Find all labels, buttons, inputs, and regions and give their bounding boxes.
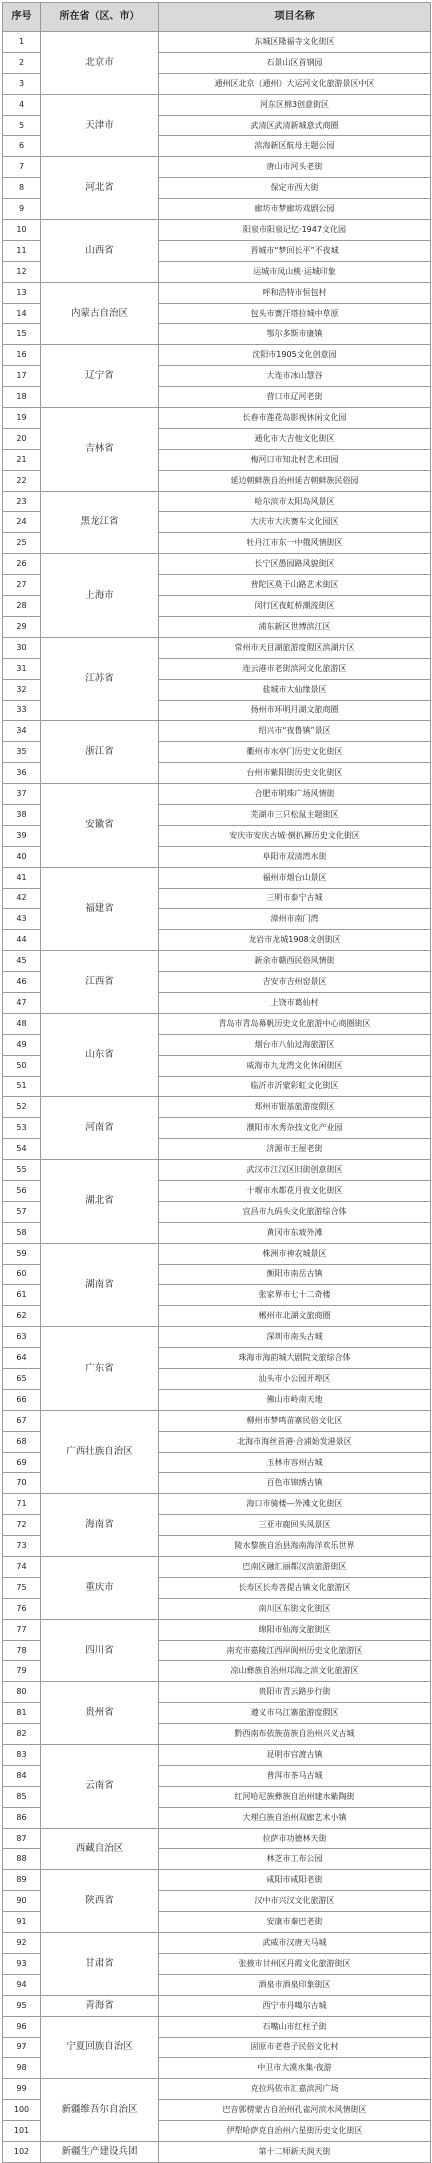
row-number: 61	[3, 1285, 41, 1306]
row-number: 19	[3, 408, 41, 429]
project-name-cell: 巴南区融汇丽都汉滨旅游街区	[159, 1557, 431, 1578]
row-number: 48	[3, 1013, 41, 1034]
project-name-cell: 鄂尔多斯市康镇	[159, 324, 431, 345]
row-number: 21	[3, 449, 41, 470]
project-name-cell: 南充市嘉陵江西岸阆州历史文化旅游区	[159, 1640, 431, 1661]
row-number: 79	[3, 1661, 41, 1682]
table-row	[3, 2016, 431, 2037]
project-name-cell: 郴州市北湖文旅商圈	[159, 1306, 431, 1327]
project-name-cell: 濮阳市水秀杂技文化产业园	[159, 1118, 431, 1139]
project-name-cell: 凉山彝族自治州邛海之滨文化旅游区	[159, 1661, 431, 1682]
row-number: 55	[3, 1160, 41, 1181]
table-row	[3, 784, 431, 805]
project-name-cell: 保定市西大街	[159, 178, 431, 199]
row-number: 51	[3, 1076, 41, 1097]
project-name-cell: 武汉市江汉区旧街创意街区	[159, 1160, 431, 1181]
project-name-cell: 伊犁哈萨克自治州六星街历史文化街区	[159, 2121, 431, 2142]
row-number: 102	[3, 2141, 41, 2162]
project-name-cell: 扬州市环明月湖文旅商圈	[159, 700, 431, 721]
table-row	[3, 282, 431, 303]
province-cell: 海南省	[41, 1494, 159, 1557]
row-number: 98	[3, 2058, 41, 2079]
table-row	[3, 721, 431, 742]
row-number: 64	[3, 1348, 41, 1369]
row-number: 30	[3, 637, 41, 658]
row-number: 63	[3, 1327, 41, 1348]
row-number: 17	[3, 366, 41, 387]
project-name-cell: 大庆市大庆赛车文化园区	[159, 512, 431, 533]
project-name-cell: 梅河口市知北村艺术田园	[159, 449, 431, 470]
province-cell: 河南省	[41, 1097, 159, 1160]
row-number: 90	[3, 1891, 41, 1912]
row-number: 80	[3, 1682, 41, 1703]
row-number: 10	[3, 220, 41, 241]
row-number: 43	[3, 909, 41, 930]
project-name-cell: 衡阳市南岳古镇	[159, 1264, 431, 1285]
project-name-cell: 绵阳市仙海文旅街区	[159, 1619, 431, 1640]
table-row	[3, 1494, 431, 1515]
row-number: 73	[3, 1536, 41, 1557]
project-name-cell: 石嘴山市红柱子街	[159, 2016, 431, 2037]
row-number: 32	[3, 679, 41, 700]
row-number: 59	[3, 1243, 41, 1264]
row-number: 74	[3, 1557, 41, 1578]
row-number: 34	[3, 721, 41, 742]
row-number: 36	[3, 763, 41, 784]
row-number: 92	[3, 1933, 41, 1954]
row-number: 86	[3, 1807, 41, 1828]
project-name-cell: 玉林市容州古城	[159, 1452, 431, 1473]
row-number: 68	[3, 1431, 41, 1452]
province-cell: 新疆维吾尔自治区	[41, 2079, 159, 2142]
project-name-cell: 普洱市茶马古城	[159, 1765, 431, 1786]
project-name-cell: 合肥市明珠广场风情街	[159, 784, 431, 805]
project-name-cell: 武清区武清新城意式商圈	[159, 115, 431, 136]
table-row	[3, 1097, 431, 1118]
project-name-cell: 烟台市八仙过海旅游区	[159, 1034, 431, 1055]
project-name-cell: 汉中市兴汉文化旅游区	[159, 1891, 431, 1912]
province-cell: 北京市	[41, 32, 159, 95]
row-number: 72	[3, 1515, 41, 1536]
project-name-cell: 百色市锦绣古镇	[159, 1473, 431, 1494]
project-name-cell: 安康市秦巴老街	[159, 1912, 431, 1933]
project-name-cell: 吉安市吉州窑景区	[159, 972, 431, 993]
project-name-cell: 北海市海丝首港·合浦始发港景区	[159, 1431, 431, 1452]
row-number: 33	[3, 700, 41, 721]
project-name-cell: 汕头市小公园开埠区	[159, 1369, 431, 1390]
row-number: 12	[3, 261, 41, 282]
row-number: 23	[3, 491, 41, 512]
row-number: 46	[3, 972, 41, 993]
project-name-cell: 佛山市岭南天地	[159, 1389, 431, 1410]
project-name-cell: 临沂市沂蒙彩虹文化街区	[159, 1076, 431, 1097]
project-name-cell: 衢州市水亭门历史文化街区	[159, 742, 431, 763]
project-name-cell: 新余市赣西民俗风情街	[159, 951, 431, 972]
project-name-cell: 连云港市老街滨河文化旅游区	[159, 658, 431, 679]
project-name-cell: 长宁区愚园路风貌街区	[159, 554, 431, 575]
project-name-cell: 酒泉市酒泉印象街区	[159, 1974, 431, 1995]
table-row	[3, 1619, 431, 1640]
project-name-cell: 通化市大吉他文化街区	[159, 428, 431, 449]
project-name-cell: 第十二师新天润天街	[159, 2141, 431, 2162]
project-name-cell: 闵行区夜虹桥潮流街区	[159, 596, 431, 617]
row-number: 6	[3, 136, 41, 157]
province-cell: 青海省	[41, 1995, 159, 2016]
row-number: 49	[3, 1034, 41, 1055]
row-number: 42	[3, 888, 41, 909]
row-number: 95	[3, 1995, 41, 2016]
row-number: 37	[3, 784, 41, 805]
project-name-cell: 昆明市官渡古镇	[159, 1745, 431, 1766]
row-number: 54	[3, 1139, 41, 1160]
row-number: 26	[3, 554, 41, 575]
province-cell: 重庆市	[41, 1557, 159, 1620]
project-name-cell: 大连市冰山慧谷	[159, 366, 431, 387]
row-number: 97	[3, 2037, 41, 2058]
row-number: 40	[3, 846, 41, 867]
row-number: 39	[3, 825, 41, 846]
project-table	[2, 2, 431, 2163]
province-cell: 江苏省	[41, 637, 159, 721]
row-number: 16	[3, 345, 41, 366]
province-cell: 贵州省	[41, 1682, 159, 1745]
row-number: 58	[3, 1222, 41, 1243]
row-number: 60	[3, 1264, 41, 1285]
project-name-cell: 沈阳市1905文化创意园	[159, 345, 431, 366]
project-name-cell: 包头市赛汗塔拉城中草原	[159, 303, 431, 324]
province-cell: 福建省	[41, 867, 159, 951]
row-number: 94	[3, 1974, 41, 1995]
project-name-cell: 河东区棉3创意街区	[159, 94, 431, 115]
project-name-cell: 阳泉市阳泉记忆·1947文化园	[159, 220, 431, 241]
project-name-cell: 株洲市神农城景区	[159, 1243, 431, 1264]
table-row	[3, 94, 431, 115]
table-row	[3, 1828, 431, 1849]
project-name-cell: 大理白族自治州双廊艺术小镇	[159, 1807, 431, 1828]
row-number: 96	[3, 2016, 41, 2037]
row-number: 76	[3, 1598, 41, 1619]
row-number: 65	[3, 1369, 41, 1390]
province-cell: 广东省	[41, 1327, 159, 1411]
project-name-cell: 中卫市大漠水集·夜游	[159, 2058, 431, 2079]
province-cell: 江西省	[41, 951, 159, 1014]
table-row	[3, 1160, 431, 1181]
row-number: 27	[3, 575, 41, 596]
row-number: 69	[3, 1452, 41, 1473]
province-cell: 吉林省	[41, 408, 159, 492]
project-name-cell: 三明市泰宁古城	[159, 888, 431, 909]
row-number: 77	[3, 1619, 41, 1640]
row-number: 38	[3, 804, 41, 825]
row-number: 99	[3, 2079, 41, 2100]
row-number: 88	[3, 1849, 41, 1870]
project-name-cell: 张掖市甘州区丹霞文化旅游街区	[159, 1953, 431, 1974]
table-row	[3, 637, 431, 658]
project-name-cell: 绍兴市“夜鲁镇”景区	[159, 721, 431, 742]
project-name-cell: 十堰市水都花月夜文化街区	[159, 1180, 431, 1201]
table-row	[3, 867, 431, 888]
province-cell: 内蒙古自治区	[41, 282, 159, 345]
row-number: 84	[3, 1765, 41, 1786]
project-name-cell: 青岛市青岛幕帆历史文化旅游中心商圈街区	[159, 1013, 431, 1034]
project-name-cell: 廊坊市梦廊坊戏剧公园	[159, 199, 431, 220]
project-name-cell: 福州市烟台山景区	[159, 867, 431, 888]
table-row	[3, 1410, 431, 1431]
project-name-cell: 长春市莲花岛影视休闲文化园	[159, 408, 431, 429]
table-row	[3, 1243, 431, 1264]
row-number: 101	[3, 2121, 41, 2142]
province-cell: 山东省	[41, 1013, 159, 1097]
row-number: 56	[3, 1180, 41, 1201]
province-cell: 四川省	[41, 1619, 159, 1682]
row-number: 78	[3, 1640, 41, 1661]
header-name: 项目名称	[159, 3, 431, 32]
project-name-cell: 深圳市南头古城	[159, 1327, 431, 1348]
province-cell: 陕西省	[41, 1870, 159, 1933]
row-number: 45	[3, 951, 41, 972]
row-number: 22	[3, 470, 41, 491]
province-cell: 湖北省	[41, 1160, 159, 1244]
table-row	[3, 1327, 431, 1348]
project-name-cell: 台州市紫阳街历史文化街区	[159, 763, 431, 784]
row-number: 20	[3, 428, 41, 449]
row-number: 25	[3, 533, 41, 554]
project-name-cell: 通州区北京（通州）大运河文化旅游景区中区	[159, 73, 431, 94]
row-number: 31	[3, 658, 41, 679]
row-number: 87	[3, 1828, 41, 1849]
row-number: 93	[3, 1953, 41, 1974]
row-number: 1	[3, 32, 41, 53]
table-row	[3, 157, 431, 178]
project-name-cell: 陵水黎族自治县海南海洋欢乐世界	[159, 1536, 431, 1557]
project-name-cell: 咸阳市咸阳老街	[159, 1870, 431, 1891]
row-number: 67	[3, 1410, 41, 1431]
project-name-cell: 三亚市鹿回头风景区	[159, 1515, 431, 1536]
table-row	[3, 2141, 431, 2162]
project-name-cell: 运城市凤山桃·运城印象	[159, 261, 431, 282]
project-name-cell: 呼和浩特市恒包村	[159, 282, 431, 303]
project-name-cell: 常州市天目湖旅游度假区滨湖片区	[159, 637, 431, 658]
row-number: 44	[3, 930, 41, 951]
project-name-cell: 长寿区长寿菩提古镇文化旅游区	[159, 1577, 431, 1598]
row-number: 14	[3, 303, 41, 324]
row-number: 24	[3, 512, 41, 533]
row-number: 91	[3, 1912, 41, 1933]
project-name-cell: 东城区隆福寺文化街区	[159, 32, 431, 53]
table-row	[3, 1933, 431, 1954]
project-name-cell: 普陀区莫干山路艺术街区	[159, 575, 431, 596]
row-number: 41	[3, 867, 41, 888]
province-cell: 浙江省	[41, 721, 159, 784]
project-name-cell: 威海市九龙湾文化休闲街区	[159, 1055, 431, 1076]
row-number: 89	[3, 1870, 41, 1891]
project-name-cell: 贵阳市青云路步行街	[159, 1682, 431, 1703]
table-header-row	[3, 3, 431, 32]
table-row	[3, 32, 431, 53]
project-name-cell: 龙岩市龙城1908文创街区	[159, 930, 431, 951]
row-number: 62	[3, 1306, 41, 1327]
header-province: 所在省（区、市）	[41, 3, 159, 32]
project-name-cell: 延边朝鲜族自治州延吉朝鲜族民俗园	[159, 470, 431, 491]
row-number: 70	[3, 1473, 41, 1494]
province-cell: 辽宁省	[41, 345, 159, 408]
province-cell: 安徽省	[41, 784, 159, 868]
table-row	[3, 408, 431, 429]
row-number: 8	[3, 178, 41, 199]
row-number: 82	[3, 1724, 41, 1745]
table-row	[3, 491, 431, 512]
province-cell: 山西省	[41, 220, 159, 283]
project-name-cell: 唐山市河头老街	[159, 157, 431, 178]
header-no: 序号	[3, 3, 41, 32]
row-number: 15	[3, 324, 41, 345]
project-name-cell: 海口市骑楼—外滩文化街区	[159, 1494, 431, 1515]
project-name-cell: 石景山区首钢园	[159, 52, 431, 73]
row-number: 2	[3, 52, 41, 73]
province-cell: 河北省	[41, 157, 159, 220]
project-name-cell: 林芝市工布公园	[159, 1849, 431, 1870]
row-number: 18	[3, 387, 41, 408]
project-name-cell: 营口市辽河老街	[159, 387, 431, 408]
project-name-cell: 哈尔滨市太阳岛风景区	[159, 491, 431, 512]
table-row	[3, 220, 431, 241]
row-number: 66	[3, 1389, 41, 1410]
table-row	[3, 1870, 431, 1891]
project-name-cell: 珠海市海韵城大剧院文旅综合体	[159, 1348, 431, 1369]
province-cell: 甘肃省	[41, 1933, 159, 1996]
table-body	[3, 32, 431, 2163]
project-name-cell: 漳州市南门湾	[159, 909, 431, 930]
table-row	[3, 1995, 431, 2016]
province-cell: 黑龙江省	[41, 491, 159, 554]
project-name-cell: 巴音郭楞蒙古自治州孔雀河滨水风情街区	[159, 2100, 431, 2121]
row-number: 4	[3, 94, 41, 115]
province-cell: 云南省	[41, 1745, 159, 1829]
row-number: 83	[3, 1745, 41, 1766]
project-name-cell: 宜昌市九码头文化旅游综合体	[159, 1201, 431, 1222]
project-name-cell: 拉萨市功德林天街	[159, 1828, 431, 1849]
province-cell: 广西壮族自治区	[41, 1410, 159, 1494]
project-name-cell: 张家界市七十二奇楼	[159, 1285, 431, 1306]
table-row	[3, 2079, 431, 2100]
row-number: 57	[3, 1201, 41, 1222]
row-number: 11	[3, 240, 41, 261]
row-number: 100	[3, 2100, 41, 2121]
row-number: 13	[3, 282, 41, 303]
project-name-cell: 黄冈市东坡外滩	[159, 1222, 431, 1243]
project-name-cell: 上饶市葛仙村	[159, 992, 431, 1013]
table-row	[3, 1682, 431, 1703]
row-number: 9	[3, 199, 41, 220]
row-number: 29	[3, 616, 41, 637]
province-cell: 新疆生产建设兵团	[41, 2141, 159, 2162]
province-cell: 上海市	[41, 554, 159, 638]
province-cell: 宁夏回族自治区	[41, 2016, 159, 2079]
row-number: 81	[3, 1703, 41, 1724]
project-name-cell: 晋城市“梦回长平”不夜城	[159, 240, 431, 261]
project-name-cell: 武威市汉唐天马城	[159, 1933, 431, 1954]
project-name-cell: 滨海新区航母主题公园	[159, 136, 431, 157]
row-number: 71	[3, 1494, 41, 1515]
project-name-cell: 牡丹江市东一中俄风情街区	[159, 533, 431, 554]
row-number: 50	[3, 1055, 41, 1076]
table-row	[3, 1013, 431, 1034]
table-row	[3, 345, 431, 366]
project-name-cell: 济源市王屋老街	[159, 1139, 431, 1160]
project-name-cell: 红河哈尼族彝族自治州建水紫陶街	[159, 1786, 431, 1807]
row-number: 7	[3, 157, 41, 178]
table-row	[3, 1745, 431, 1766]
project-name-cell: 盐城市大仙缘景区	[159, 679, 431, 700]
project-name-cell: 黔西南布依族苗族自治州兴义古城	[159, 1724, 431, 1745]
row-number: 3	[3, 73, 41, 94]
project-name-cell: 柳州市梦鸣苗寨民俗文化区	[159, 1410, 431, 1431]
project-name-cell: 安庆市安庆古城·倒扒狮历史文化街区	[159, 825, 431, 846]
row-number: 52	[3, 1097, 41, 1118]
row-number: 85	[3, 1786, 41, 1807]
table-row	[3, 951, 431, 972]
province-cell: 天津市	[41, 94, 159, 157]
project-name-cell: 克拉玛依市汇嘉滨河广场	[159, 2079, 431, 2100]
table-row	[3, 554, 431, 575]
project-name-cell: 阜阳市双清湾水街	[159, 846, 431, 867]
table-row	[3, 1557, 431, 1578]
project-name-cell: 郑州市银基旅游度假区	[159, 1097, 431, 1118]
project-name-cell: 芜湖市三只松鼠主题街区	[159, 804, 431, 825]
row-number: 5	[3, 115, 41, 136]
row-number: 75	[3, 1577, 41, 1598]
project-name-cell: 西宁市丹噶尔古城	[159, 1995, 431, 2016]
project-name-cell: 南川区东街文化街区	[159, 1598, 431, 1619]
project-name-cell: 浦东新区世博滨江区	[159, 616, 431, 637]
project-name-cell: 固原市老巷子民俗文化村	[159, 2037, 431, 2058]
row-number: 35	[3, 742, 41, 763]
province-cell: 西藏自治区	[41, 1828, 159, 1870]
row-number: 47	[3, 992, 41, 1013]
province-cell: 湖南省	[41, 1243, 159, 1327]
project-name-cell: 遵义市乌江寨旅游度假区	[159, 1703, 431, 1724]
row-number: 53	[3, 1118, 41, 1139]
row-number: 28	[3, 596, 41, 617]
